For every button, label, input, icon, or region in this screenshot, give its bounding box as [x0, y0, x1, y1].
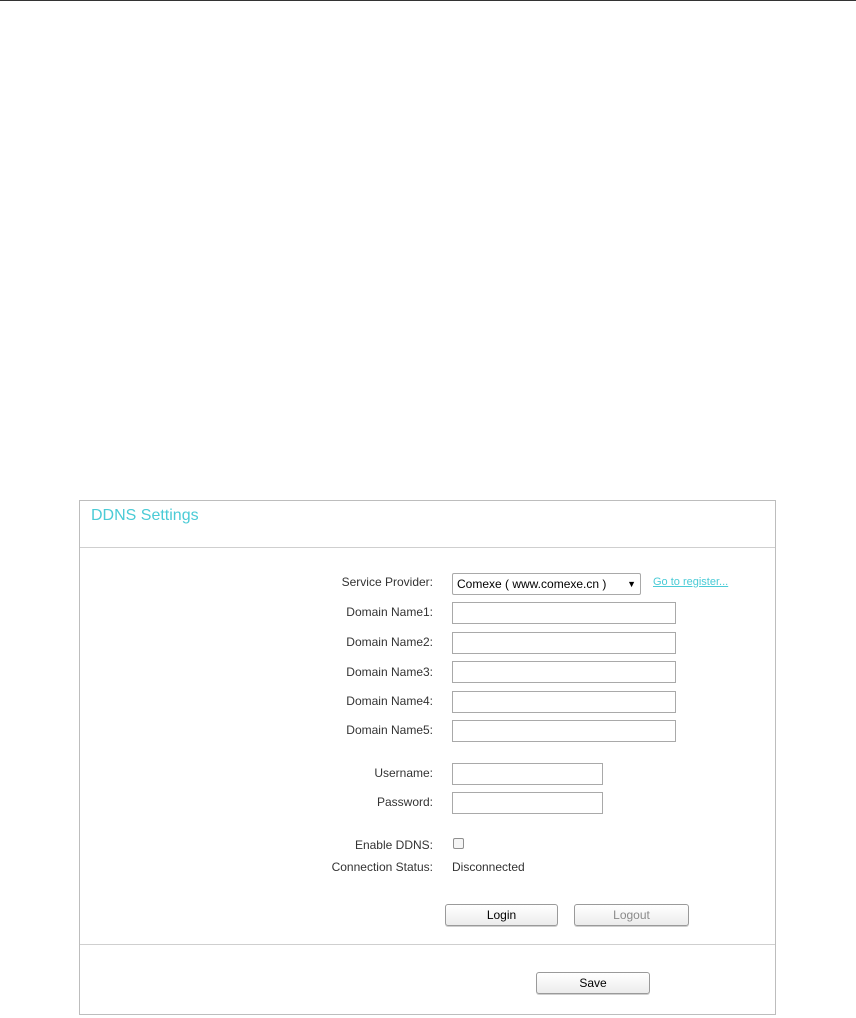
domain-name3-input[interactable] [452, 661, 676, 683]
domain-name4-label: Domain Name4: [346, 694, 433, 708]
login-button[interactable]: Login [445, 904, 558, 926]
username-input[interactable] [452, 763, 603, 785]
domain-name4-input[interactable] [452, 691, 676, 713]
domain-name3-label: Domain Name3: [346, 665, 433, 679]
service-provider-select[interactable] [452, 573, 641, 595]
username-label: Username: [374, 766, 433, 780]
title-divider [80, 547, 775, 548]
domain-name5-input[interactable] [452, 720, 676, 742]
connection-status-label: Connection Status: [331, 860, 433, 874]
domain-name1-input[interactable] [452, 602, 676, 624]
top-divider [0, 0, 856, 1]
ddns-settings-panel [79, 500, 776, 1015]
panel-title: DDNS Settings [91, 507, 199, 524]
password-label: Password: [376, 795, 433, 809]
go-to-register-link[interactable]: Go to register... [653, 576, 729, 588]
domain-name2-label: Domain Name2: [346, 635, 433, 649]
password-input[interactable] [452, 792, 603, 814]
footer-divider [80, 944, 775, 945]
dropdown-arrow-icon: ▼ [625, 574, 636, 594]
logout-button[interactable]: Logout [574, 904, 689, 926]
connection-status-value: Disconnected [452, 860, 525, 874]
save-button[interactable]: Save [536, 972, 650, 994]
domain-name5-label: Domain Name5: [346, 723, 433, 737]
service-provider-value: Comexe ( www.comexe.cn ) [457, 577, 607, 591]
enable-ddns-checkbox[interactable] [453, 838, 464, 849]
domain-name1-label: Domain Name1: [346, 605, 433, 619]
domain-name2-input[interactable] [452, 632, 676, 654]
service-provider-label: Service Provider: [341, 575, 433, 589]
enable-ddns-label: Enable DDNS: [354, 838, 433, 852]
